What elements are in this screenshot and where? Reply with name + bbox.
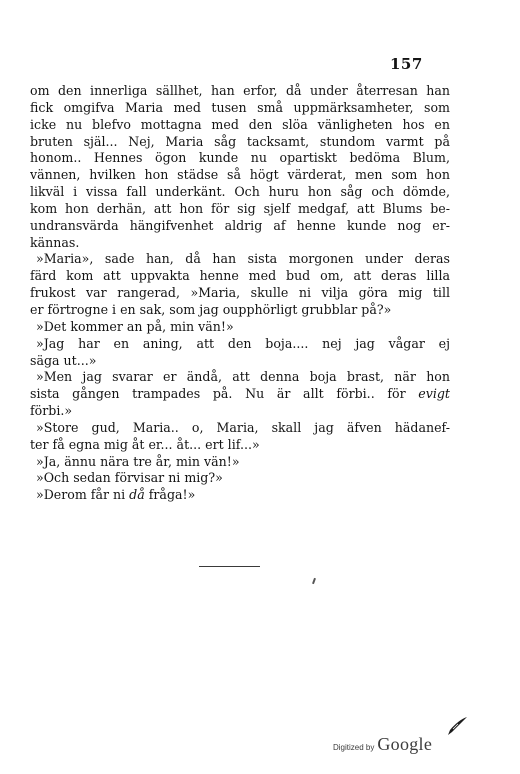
text-line: färd kom att uppvakta henne med bud om, att deras lilla: [30, 268, 450, 284]
digitized-label: Digitized by: [333, 743, 375, 752]
text-line: ter få egna mig åt er... åt... ert lif...»: [30, 436, 260, 452]
text-line: vännen, hvilken hon städse så högt värderat, men som hon: [30, 167, 450, 183]
text-line: »Och sedan förvisar ni mig?»: [36, 470, 223, 486]
google-wordmark: Google: [377, 734, 433, 754]
body-text: [30, 83, 450, 504]
text-line: kom hon derhän, att hon för sig sjelf medgaf, att Blums be-: [30, 200, 450, 216]
ink-speck: [312, 578, 316, 584]
text-line: »Jag har en aning, att den boja.... nej jag vågar ej: [36, 335, 450, 351]
text-line: »Ja, ännu nära tre år, min vän!»: [36, 453, 240, 469]
text-line: »Men jag svarar er ändå, att denna boja brast, när hon: [36, 369, 450, 385]
text-line: »Det kommer an på, min vän!»: [36, 318, 234, 334]
text-line: frukost var rangerad, »Maria, skulle ni vilja göra mig till: [30, 285, 450, 301]
text-line: icke nu blefvo mottagna med den slöa vänligheten hos en: [30, 116, 450, 132]
text-line: undransvärda hängifvenhet aldrig af henne kunde nog er-: [30, 217, 450, 233]
section-end-rule: [199, 566, 260, 567]
italic-word: evigt: [418, 386, 450, 402]
text-line: er förtrogne i en sak, som jag oupphörligt grubblar på?»: [30, 301, 392, 317]
italic-word: då: [129, 487, 145, 503]
quill-icon: [446, 716, 468, 736]
page-number: 157: [390, 55, 423, 73]
digitized-by-google: [333, 734, 432, 755]
text-line: likväl i vissa fall underkänt. Och huru hon såg och dömde,: [30, 184, 450, 200]
text-line: [30, 487, 450, 504]
text-line: bruten själ... Nej, Maria såg tacksamt, stundom varmt på: [30, 133, 450, 149]
text-line: »Store gud, Maria.. o, Maria, skall jag äfven hädanef-: [36, 419, 450, 435]
text-segment: fråga!»: [148, 487, 196, 503]
text-line: fick omgifva Maria med tusen små uppmärksamheter, som: [30, 99, 450, 115]
text-line: säga ut...»: [30, 352, 97, 368]
text-segment: »Derom får ni: [36, 487, 126, 503]
text-line: honom.. Hennes ögon kunde nu opartiskt bedöma Blum,: [30, 150, 450, 166]
text-line: »Maria», sade han, då han sista morgonen under deras: [36, 251, 450, 267]
text-line: om den innerliga sällhet, han erfor, då under återresan han: [30, 83, 450, 98]
text-line: förbi.»: [30, 403, 73, 419]
text-line: [30, 386, 450, 403]
text-segment: sista gången trampades på. Nu är allt förbi.. för: [30, 386, 406, 402]
text-line: kännas.: [30, 234, 80, 250]
